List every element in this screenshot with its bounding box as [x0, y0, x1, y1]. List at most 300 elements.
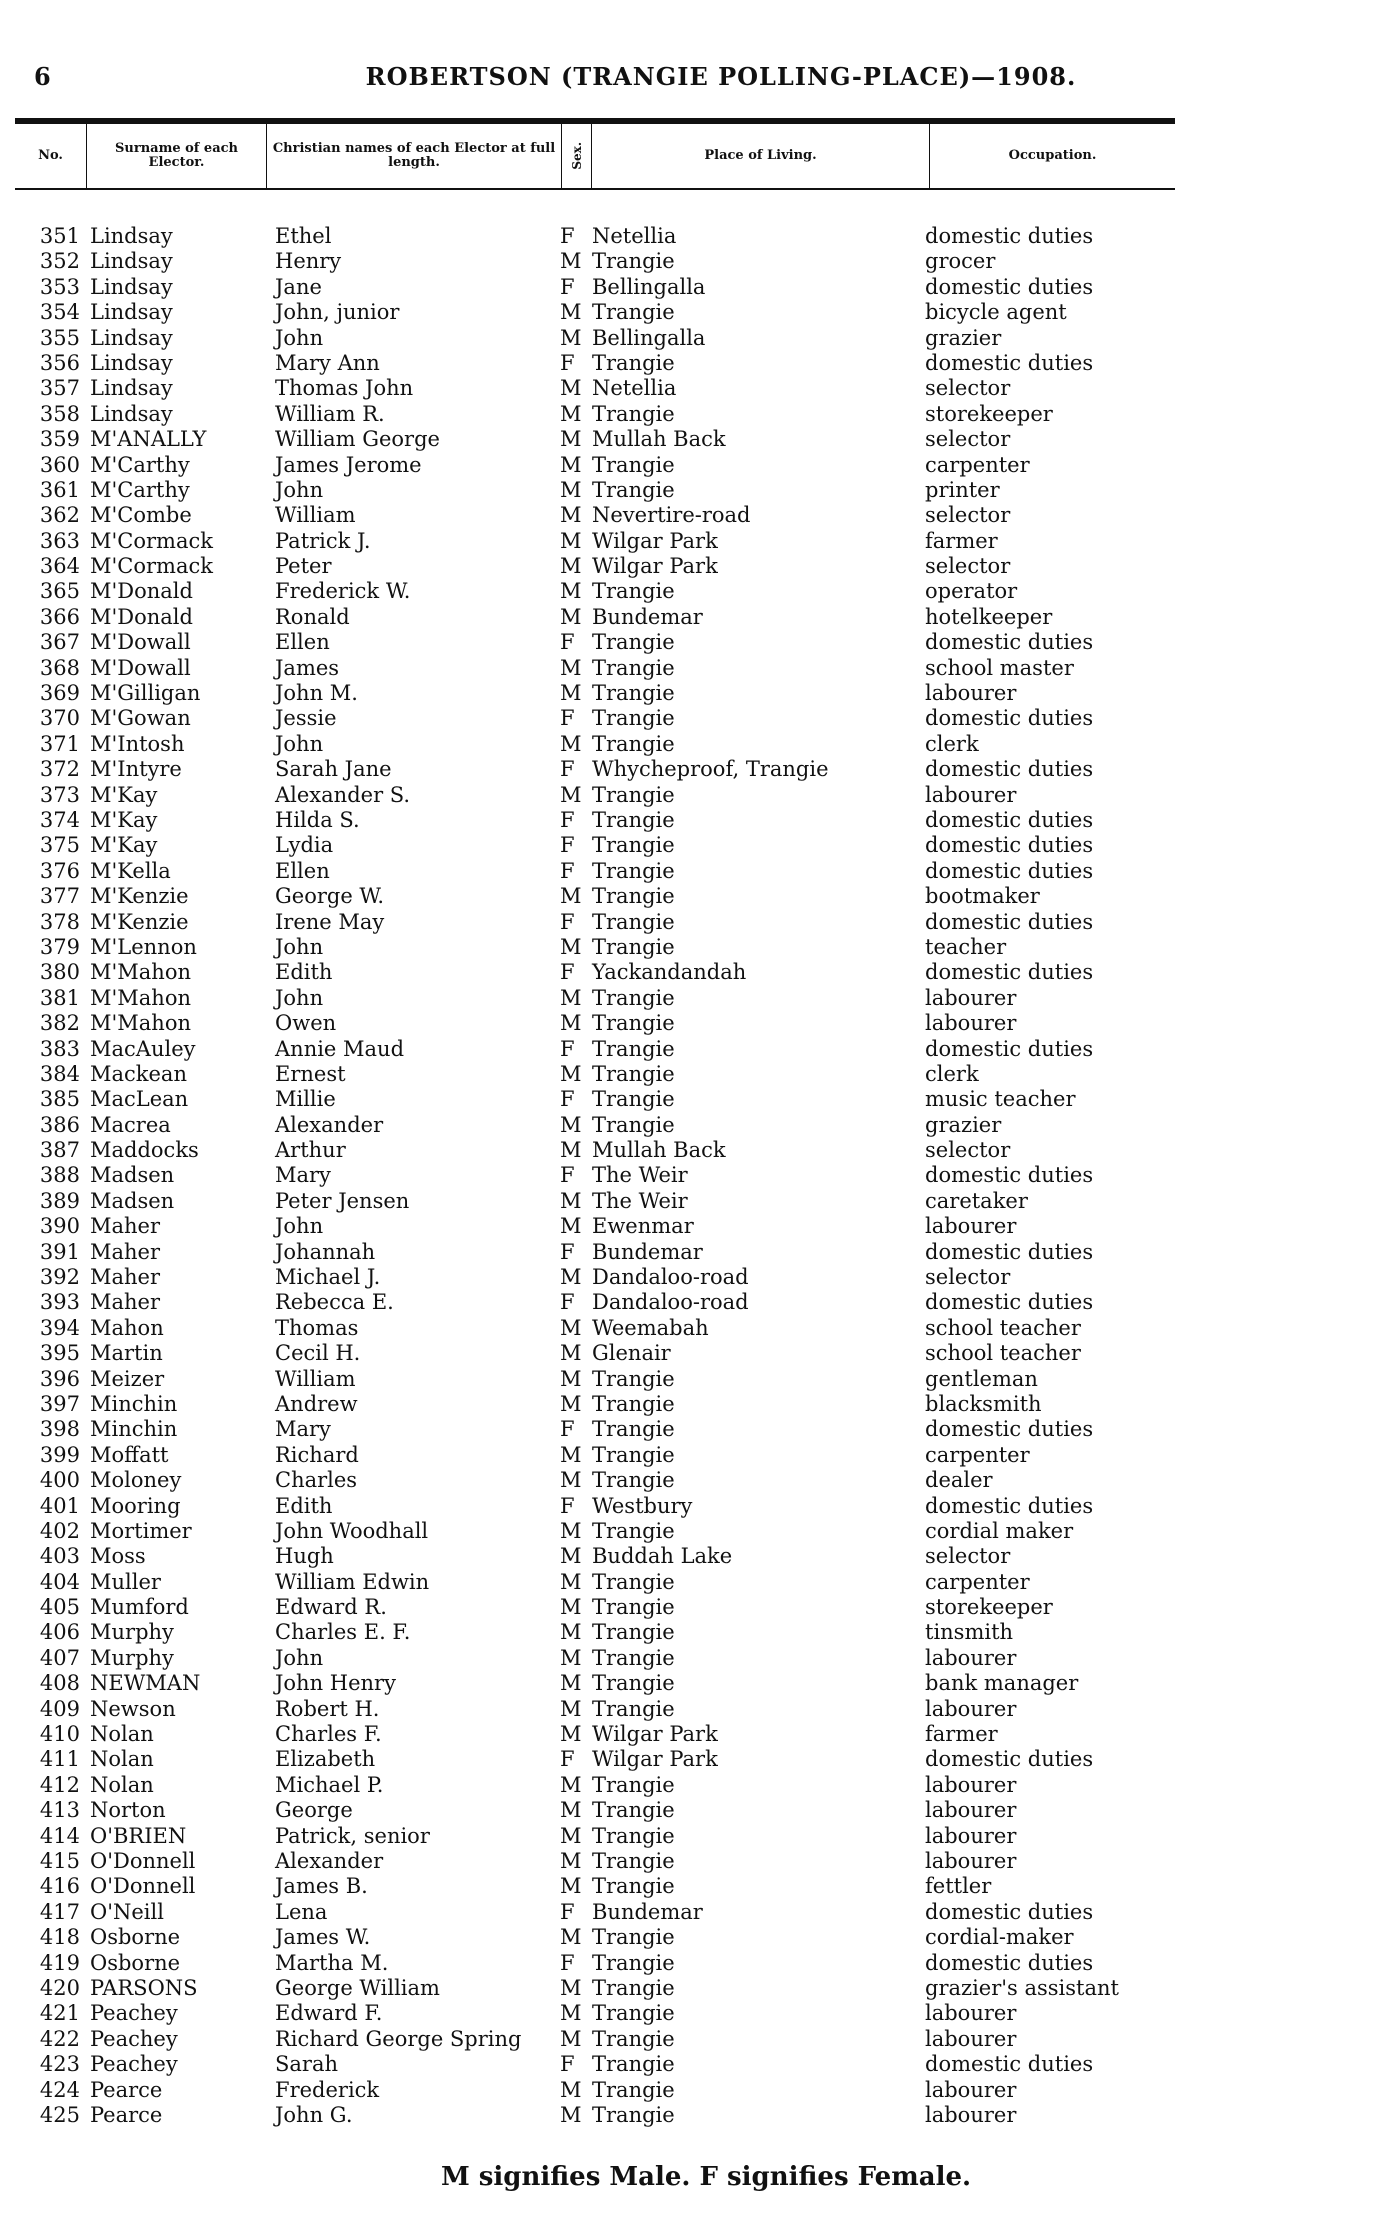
elector-surname: Pearce [90, 2077, 163, 2102]
elector-number: 401 [39, 1493, 80, 1518]
elector-christian-names: William R. [275, 401, 385, 426]
elector-surname: M'Kay [90, 782, 158, 807]
elector-surname: Lindsay [90, 376, 173, 401]
elector-place: Trangie [592, 452, 675, 477]
elector-occupation: labourer [925, 1823, 1017, 1848]
elector-occupation: school master [925, 655, 1074, 680]
page-number: 6 [34, 62, 51, 91]
elector-sex: M [560, 1569, 582, 1594]
elector-number: 380 [39, 960, 80, 985]
elector-number: 377 [39, 884, 80, 909]
elector-surname: M'Donald [90, 604, 193, 629]
elector-occupation: domestic duties [925, 1899, 1094, 1924]
elector-sex: M [560, 528, 582, 553]
elector-place: Trangie [592, 833, 675, 858]
elector-occupation: domestic duties [925, 706, 1094, 731]
table-row [0, 478, 1382, 503]
header-sex [562, 124, 592, 188]
table-row [0, 1646, 1382, 1671]
elector-christian-names: Arthur [275, 1138, 346, 1163]
elector-surname: Lindsay [90, 249, 173, 274]
elector-place: Bellingalla [592, 325, 706, 350]
elector-sex: M [560, 1315, 582, 1340]
elector-christian-names: Owen [275, 1011, 337, 1036]
elector-sex: M [560, 554, 582, 579]
elector-number: 416 [39, 1874, 80, 1899]
elector-occupation: selector [925, 554, 1011, 579]
table-row [0, 427, 1382, 452]
elector-surname: Newson [90, 1696, 176, 1721]
elector-place: Trangie [592, 300, 675, 325]
elector-place: Trangie [592, 1645, 675, 1670]
elector-surname: Maher [90, 1214, 161, 1239]
elector-sex: M [560, 884, 582, 909]
elector-number: 372 [39, 757, 80, 782]
table-row [0, 2078, 1382, 2103]
elector-place: Trangie [592, 1975, 675, 2000]
elector-number: 424 [39, 2077, 80, 2102]
table-row [0, 1697, 1382, 1722]
table-row [0, 1671, 1382, 1696]
elector-occupation: operator [925, 579, 1018, 604]
elector-surname: M'Kay [90, 833, 158, 858]
table-row [0, 706, 1382, 731]
elector-occupation: domestic duties [925, 2052, 1094, 2077]
table-row [0, 1265, 1382, 1290]
elector-surname: O'Neill [90, 1899, 164, 1924]
elector-occupation: caretaker [925, 1188, 1028, 1213]
elector-surname: Osborne [90, 1925, 181, 1950]
elector-christian-names: Charles E. F. [275, 1620, 411, 1645]
elector-surname: Nolan [90, 1772, 154, 1797]
elector-number: 404 [39, 1569, 80, 1594]
elector-number: 357 [39, 376, 80, 401]
elector-christian-names: John [275, 731, 324, 756]
table-row [0, 503, 1382, 528]
elector-surname: M'Intyre [90, 757, 182, 782]
elector-sex: M [560, 427, 582, 452]
elector-surname: O'Donnell [90, 1849, 196, 1873]
header-sex-label: Sex. [569, 142, 584, 170]
elector-surname: M'Kenzie [90, 884, 189, 909]
elector-number: 356 [39, 350, 80, 375]
elector-christian-names: Irene May [275, 909, 385, 934]
elector-sex: M [560, 376, 582, 401]
elector-christian-names: Frederick W. [275, 579, 411, 604]
elector-christian-names: Rebecca E. [275, 1290, 394, 1315]
elector-christian-names: Richard [275, 1442, 359, 1467]
elector-occupation: clerk [925, 731, 979, 756]
elector-christian-names: John Henry [275, 1671, 396, 1696]
elector-occupation: farmer [925, 528, 998, 553]
elector-place: Trangie [592, 1925, 675, 1950]
table-row [0, 1189, 1382, 1214]
elector-number: 386 [39, 1112, 80, 1137]
elector-christian-names: William George [275, 427, 440, 452]
elector-occupation: labourer [925, 2077, 1017, 2102]
elector-number: 352 [39, 249, 80, 274]
elector-sex: F [560, 1417, 575, 1442]
elector-christian-names: Lena [275, 1899, 328, 1924]
elector-sex: F [560, 858, 575, 883]
elector-surname: Moss [90, 1544, 146, 1569]
page-title: ROBERTSON (TRANGIE POLLING-PLACE)—1908. [365, 62, 1077, 91]
elector-occupation: domestic duties [925, 960, 1094, 985]
elector-christian-names: John [275, 985, 324, 1010]
elector-sex: M [560, 477, 582, 502]
elector-number: 370 [39, 706, 80, 731]
table-row [0, 1113, 1382, 1138]
elector-christian-names: Patrick J. [275, 528, 371, 553]
elector-sex: M [560, 1442, 582, 1467]
elector-place: Bellingalla [592, 274, 706, 299]
table-row [0, 453, 1382, 478]
elector-occupation: carpenter [925, 1442, 1030, 1467]
elector-place: Trangie [592, 1874, 675, 1899]
elector-surname: Muller [90, 1569, 161, 1594]
elector-place: Trangie [592, 350, 675, 375]
table-row [0, 1925, 1382, 1950]
elector-sex: F [560, 224, 575, 248]
elector-occupation: farmer [925, 1722, 998, 1747]
elector-sex: M [560, 1341, 582, 1366]
elector-occupation: cordial-maker [925, 1925, 1074, 1950]
elector-place: Trangie [592, 706, 675, 731]
elector-number: 365 [39, 579, 80, 604]
elector-surname: Osborne [90, 1950, 181, 1975]
elector-place: Trangie [592, 782, 675, 807]
table-row [0, 2027, 1382, 2052]
elector-surname: Lindsay [90, 274, 173, 299]
elector-number: 415 [39, 1849, 80, 1873]
elector-sex: F [560, 1493, 575, 1518]
elector-occupation: domestic duties [925, 630, 1094, 655]
elector-sex: M [560, 1391, 582, 1416]
elector-number: 369 [39, 681, 80, 706]
header-place: Place of Living. [592, 124, 930, 188]
elector-christian-names: Johannah [275, 1239, 376, 1264]
elector-sex: M [560, 1925, 582, 1950]
table-header [15, 124, 1175, 190]
elector-place: Trangie [592, 655, 675, 680]
table-row [0, 1062, 1382, 1087]
table-row [0, 605, 1382, 630]
elector-christian-names: Edward F. [275, 2001, 383, 2026]
elector-christian-names: George W. [275, 884, 385, 909]
elector-number: 390 [39, 1214, 80, 1239]
elector-place: Weemabah [592, 1315, 709, 1340]
table-row [0, 1087, 1382, 1112]
elector-place: Dandaloo-road [592, 1290, 749, 1315]
elector-place: Trangie [592, 1468, 675, 1493]
elector-place: Trangie [592, 477, 675, 502]
elector-sex: F [560, 2052, 575, 2077]
elector-sex: M [560, 1772, 582, 1797]
elector-surname: O'BRIEN [90, 1823, 187, 1848]
elector-occupation: domestic duties [925, 1417, 1094, 1442]
elector-number: 387 [39, 1138, 80, 1163]
elector-sex: M [560, 1620, 582, 1645]
elector-place: Trangie [592, 1772, 675, 1797]
elector-occupation: domestic duties [925, 1290, 1094, 1315]
elector-christian-names: John [275, 477, 324, 502]
elector-christian-names: Ethel [275, 224, 332, 248]
elector-christian-names: John [275, 934, 324, 959]
elector-christian-names: Jessie [275, 706, 337, 731]
header-christian-names: Christian names of each Elector at full length. [267, 124, 562, 188]
elector-place: Trangie [592, 1442, 675, 1467]
table-row [0, 757, 1382, 782]
elector-christian-names: Michael J. [275, 1265, 381, 1290]
elector-surname: Nolan [90, 1722, 154, 1747]
elector-christian-names: John G. [275, 2102, 353, 2127]
elector-surname: Mortimer [90, 1518, 192, 1543]
elector-sex: M [560, 1671, 582, 1696]
table-row [0, 1417, 1382, 1442]
elector-occupation: domestic duties [925, 274, 1094, 299]
elector-christian-names: Edith [275, 1493, 333, 1518]
elector-occupation: selector [925, 1544, 1011, 1569]
elector-christian-names: Alexander [275, 1112, 384, 1137]
elector-christian-names: John Woodhall [275, 1518, 429, 1543]
elector-occupation: labourer [925, 1798, 1017, 1823]
elector-number: 381 [39, 985, 80, 1010]
elector-occupation: domestic duties [925, 1493, 1094, 1518]
elector-sex: M [560, 681, 582, 706]
elector-sex: M [560, 325, 582, 350]
elector-sex: M [560, 1696, 582, 1721]
elector-christian-names: James B. [275, 1874, 368, 1899]
elector-surname: Mahon [90, 1315, 164, 1340]
elector-occupation: domestic duties [925, 833, 1094, 858]
elector-surname: M'Cormack [90, 528, 213, 553]
elector-occupation: labourer [925, 2026, 1017, 2051]
elector-christian-names: Peter Jensen [275, 1188, 410, 1213]
elector-place: Bundemar [592, 1239, 703, 1264]
elector-number: 421 [39, 2001, 80, 2026]
elector-sex: M [560, 1722, 582, 1747]
elector-number: 373 [39, 782, 80, 807]
elector-place: Trangie [592, 1087, 675, 1112]
elector-occupation: bank manager [925, 1671, 1079, 1696]
elector-occupation: clerk [925, 1061, 979, 1086]
elector-surname: Murphy [90, 1645, 174, 1670]
elector-christian-names: Mary [275, 1417, 331, 1442]
elector-occupation: carpenter [925, 452, 1030, 477]
elector-surname: M'Mahon [90, 960, 191, 985]
elector-christian-names: Ernest [275, 1061, 346, 1086]
elector-place: Wilgar Park [592, 528, 718, 553]
elector-surname: M'Donald [90, 579, 193, 604]
elector-number: 417 [39, 1899, 80, 1924]
elector-sex: M [560, 2077, 582, 2102]
table-row [0, 1443, 1382, 1468]
table-row [0, 529, 1382, 554]
elector-surname: Macrea [90, 1112, 171, 1137]
elector-christian-names: Cecil H. [275, 1341, 361, 1366]
elector-surname: M'Gilligan [90, 681, 201, 706]
elector-occupation: domestic duties [925, 807, 1094, 832]
table-row [0, 1468, 1382, 1493]
elector-sex: M [560, 1975, 582, 2000]
elector-surname: M'Carthy [90, 477, 190, 502]
table-row [0, 579, 1382, 604]
elector-surname: Norton [90, 1798, 166, 1823]
elector-surname: Meizer [90, 1366, 165, 1391]
elector-christian-names: John [275, 1214, 324, 1239]
elector-sex: M [560, 1849, 582, 1873]
elector-surname: Peachey [90, 2001, 178, 2026]
elector-occupation: labourer [925, 1645, 1017, 1670]
elector-christian-names: Sarah Jane [275, 757, 392, 782]
elector-christian-names: Richard George Spring [275, 2026, 522, 2051]
elector-number: 358 [39, 401, 80, 426]
elector-number: 364 [39, 554, 80, 579]
elector-occupation: labourer [925, 681, 1017, 706]
elector-sex: F [560, 807, 575, 832]
elector-sex: M [560, 1544, 582, 1569]
elector-surname: M'Intosh [90, 731, 185, 756]
elector-surname: M'Mahon [90, 985, 191, 1010]
table-row [0, 1976, 1382, 2001]
elector-christian-names: Patrick, senior [275, 1823, 430, 1848]
elector-occupation: grazier's assistant [925, 1975, 1119, 2000]
elector-occupation: domestic duties [925, 224, 1094, 248]
elector-sex: F [560, 757, 575, 782]
table-row [0, 1570, 1382, 1595]
elector-occupation: gentleman [925, 1366, 1038, 1391]
elector-surname: Lindsay [90, 224, 173, 248]
elector-surname: O'Donnell [90, 1874, 196, 1899]
elector-place: Trangie [592, 884, 675, 909]
elector-number: 361 [39, 477, 80, 502]
elector-number: 405 [39, 1595, 80, 1620]
elector-number: 374 [39, 807, 80, 832]
elector-place: Wilgar Park [592, 1747, 718, 1772]
elector-list [0, 224, 1382, 2128]
table-row [0, 1824, 1382, 1849]
elector-sex: M [560, 934, 582, 959]
elector-christian-names: William [275, 503, 356, 528]
elector-sex: F [560, 960, 575, 985]
elector-place: Trangie [592, 1595, 675, 1620]
elector-christian-names: Edith [275, 960, 333, 985]
table-row [0, 1519, 1382, 1544]
elector-surname: M'ANALLY [90, 427, 207, 452]
elector-number: 367 [39, 630, 80, 655]
elector-sex: M [560, 1138, 582, 1163]
elector-place: Trangie [592, 934, 675, 959]
elector-occupation: labourer [925, 782, 1017, 807]
elector-sex: F [560, 1239, 575, 1264]
elector-sex: M [560, 985, 582, 1010]
elector-place: Mullah Back [592, 1138, 726, 1163]
elector-surname: Nolan [90, 1747, 154, 1772]
table-row [0, 1163, 1382, 1188]
header-occupation: Occupation. [1008, 148, 1097, 163]
elector-place: Trangie [592, 1696, 675, 1721]
elector-occupation: cordial maker [925, 1518, 1074, 1543]
elector-christian-names: Peter [275, 554, 332, 579]
elector-occupation: selector [925, 427, 1011, 452]
elector-christian-names: Ellen [275, 630, 330, 655]
elector-sex: F [560, 274, 575, 299]
elector-christian-names: Thomas [275, 1315, 359, 1340]
table-row [0, 833, 1382, 858]
elector-occupation: labourer [925, 1011, 1017, 1036]
elector-place: Trangie [592, 630, 675, 655]
elector-occupation: domestic duties [925, 909, 1094, 934]
elector-number: 418 [39, 1925, 80, 1950]
table-row [0, 402, 1382, 427]
elector-number: 389 [39, 1188, 80, 1213]
elector-surname: Moloney [90, 1468, 182, 1493]
elector-sex: M [560, 604, 582, 629]
table-row [0, 1595, 1382, 1620]
elector-occupation: domestic duties [925, 1239, 1094, 1264]
table-row [0, 554, 1382, 579]
table-row [0, 1494, 1382, 1519]
elector-place: Trangie [592, 1950, 675, 1975]
elector-number: 382 [39, 1011, 80, 1036]
table-row [0, 1620, 1382, 1645]
elector-sex: M [560, 731, 582, 756]
elector-surname: Maher [90, 1239, 161, 1264]
elector-number: 395 [39, 1341, 80, 1366]
table-row [0, 1722, 1382, 1747]
elector-place: Trangie [592, 985, 675, 1010]
elector-christian-names: George William [275, 1975, 440, 2000]
elector-christian-names: Hugh [275, 1544, 334, 1569]
elector-place: Trangie [592, 1569, 675, 1594]
elector-surname: Lindsay [90, 350, 173, 375]
elector-occupation: storekeeper [925, 401, 1053, 426]
elector-christian-names: Martha M. [275, 1950, 389, 1975]
elector-place: Trangie [592, 1798, 675, 1823]
elector-place: Glenair [592, 1341, 671, 1366]
elector-christian-names: John M. [275, 681, 358, 706]
elector-place: Trangie [592, 1112, 675, 1137]
elector-sex: F [560, 350, 575, 375]
elector-christian-names: John [275, 1645, 324, 1670]
elector-number: 384 [39, 1061, 80, 1086]
elector-place: Bundemar [592, 1899, 703, 1924]
elector-occupation: labourer [925, 1849, 1017, 1873]
elector-christian-names: James W. [275, 1925, 371, 1950]
table-row [0, 1290, 1382, 1315]
elector-surname: M'Dowall [90, 630, 191, 655]
elector-number: 360 [39, 452, 80, 477]
elector-place: Trangie [592, 1518, 675, 1543]
elector-sex: F [560, 1950, 575, 1975]
elector-sex: M [560, 503, 582, 528]
elector-occupation: printer [925, 477, 1000, 502]
table-row [0, 910, 1382, 935]
elector-sex: M [560, 1874, 582, 1899]
elector-number: 385 [39, 1087, 80, 1112]
elector-sex: M [560, 249, 582, 274]
elector-sex: F [560, 630, 575, 655]
elector-sex: F [560, 833, 575, 858]
table-row [0, 681, 1382, 706]
elector-place: Trangie [592, 2077, 675, 2102]
table-row [0, 1138, 1382, 1163]
elector-sex: M [560, 2026, 582, 2051]
elector-place: Trangie [592, 2102, 675, 2127]
elector-christian-names: Thomas John [275, 376, 414, 401]
elector-number: 409 [39, 1696, 80, 1721]
elector-surname: M'Carthy [90, 452, 190, 477]
